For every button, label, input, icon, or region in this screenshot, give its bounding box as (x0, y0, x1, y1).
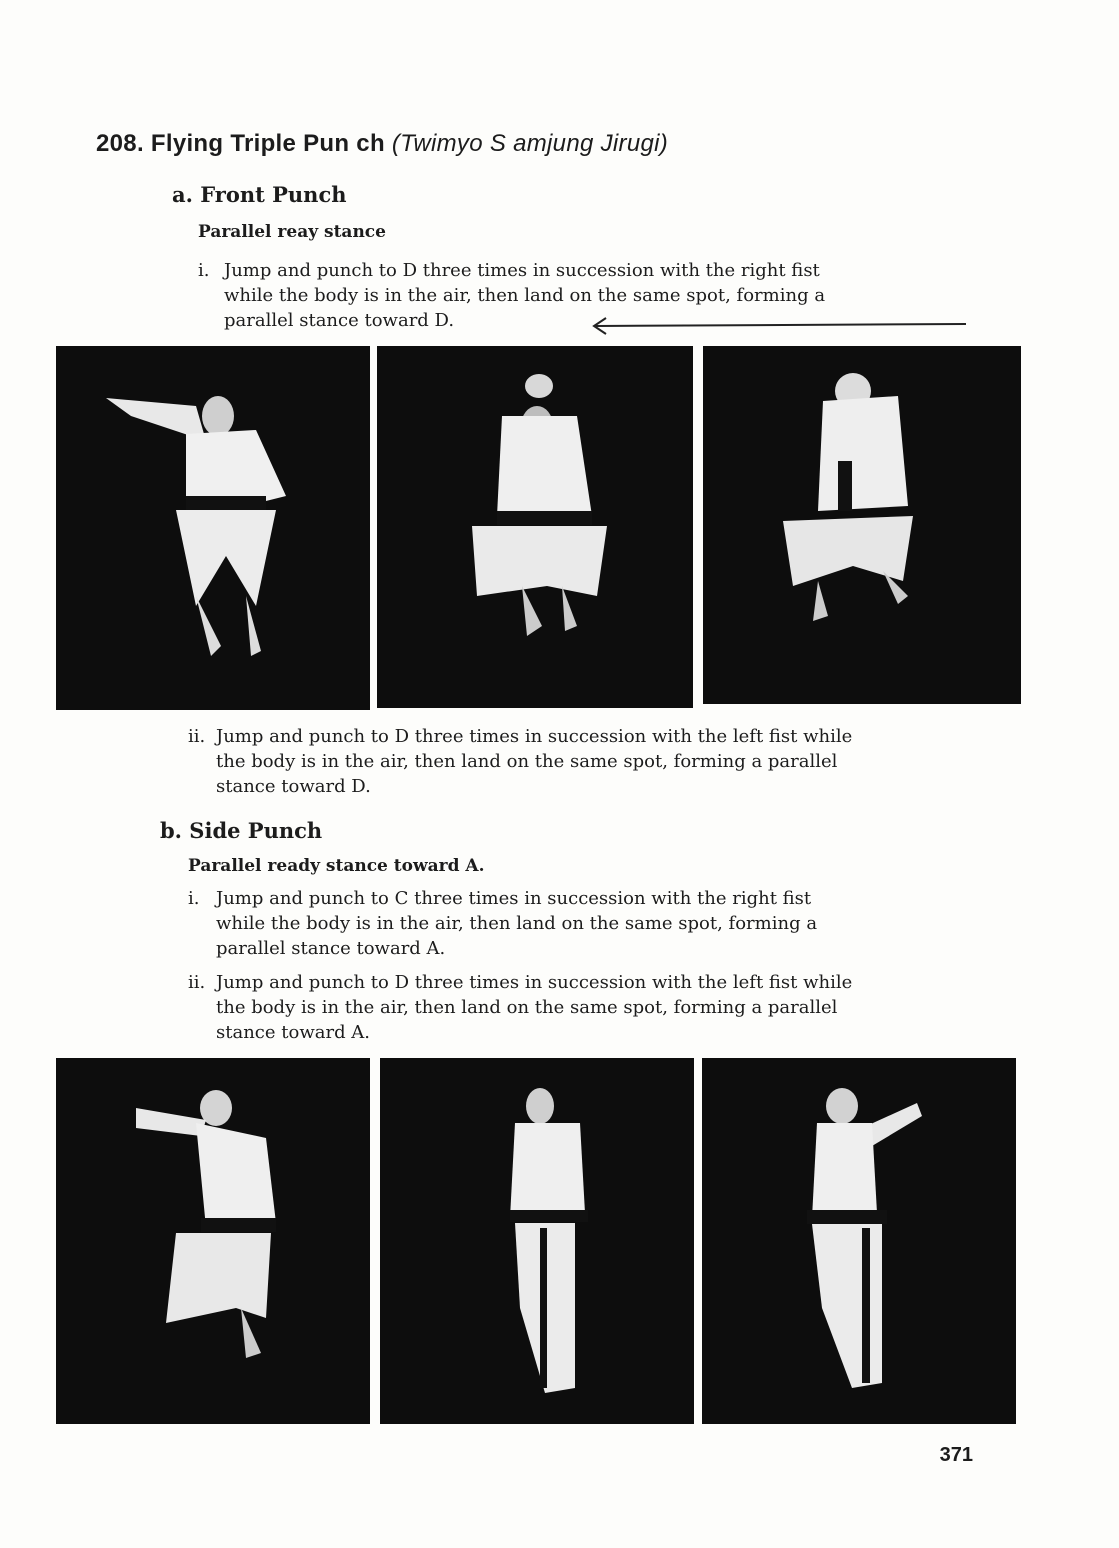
instruction-b-ii (188, 970, 938, 1045)
page-number: 371 (939, 1444, 973, 1466)
instruction-line: stance toward D. (216, 776, 371, 797)
instruction-line: Jump and punch to C three times in succession with the right fist (216, 888, 812, 909)
direction-arrow-icon (590, 316, 970, 336)
section-korean-title: (Twimyo S amjung Jirugi) (391, 130, 669, 157)
instruction-line: while the body is in the air, then land on the same spot, forming a (224, 285, 826, 306)
instruction-line: parallel stance toward A. (216, 938, 446, 959)
instruction-line: parallel stance toward D. (224, 310, 455, 331)
photo-front-punch-3 (703, 346, 1021, 704)
subsection-a-title: a. Front Punch (172, 182, 347, 207)
instruction-line: while the body is in the air, then land on the same spot, forming a (216, 913, 818, 934)
instruction-b-i (188, 886, 938, 961)
instruction-a-ii (188, 724, 938, 799)
instruction-line: the body is in the air, then land on the same spot, forming a parallel (216, 997, 838, 1018)
instruction-number: ii. (188, 726, 206, 747)
photo-side-punch-2 (380, 1058, 694, 1424)
subsection-a-stance: Parallel reay stance (198, 222, 386, 242)
figure-jump-punch-icon (56, 346, 370, 710)
subsection-b-stance: Parallel ready stance toward A. (188, 856, 485, 876)
photo-front-punch-2 (377, 346, 693, 708)
section-number: 208. (96, 130, 144, 157)
photo-side-punch-3 (702, 1058, 1016, 1424)
instruction-line: Jump and punch to D three times in succession with the left fist while (216, 726, 853, 747)
photo-side-punch-1 (56, 1058, 370, 1424)
subsection-b-title: b. Side Punch (160, 818, 323, 843)
section-title: Flying Triple Pun ch (150, 130, 385, 157)
page-title (96, 130, 668, 158)
figure-jump-punch-icon (377, 346, 693, 708)
figure-jump-punch-icon (702, 1058, 1016, 1424)
photo-front-punch-1 (56, 346, 370, 710)
instruction-number: ii. (188, 972, 206, 993)
instruction-line: stance toward A. (216, 1022, 371, 1043)
figure-jump-punch-icon (380, 1058, 694, 1424)
instruction-line: the body is in the air, then land on the same spot, forming a parallel (216, 751, 838, 772)
instruction-number: i. (198, 260, 210, 281)
instruction-number: i. (188, 888, 200, 909)
figure-jump-punch-icon (703, 346, 1021, 704)
instruction-line: Jump and punch to D three times in succession with the right fist (224, 260, 820, 281)
figure-jump-punch-icon (56, 1058, 370, 1424)
instruction-line: Jump and punch to D three times in succession with the left fist while (216, 972, 853, 993)
